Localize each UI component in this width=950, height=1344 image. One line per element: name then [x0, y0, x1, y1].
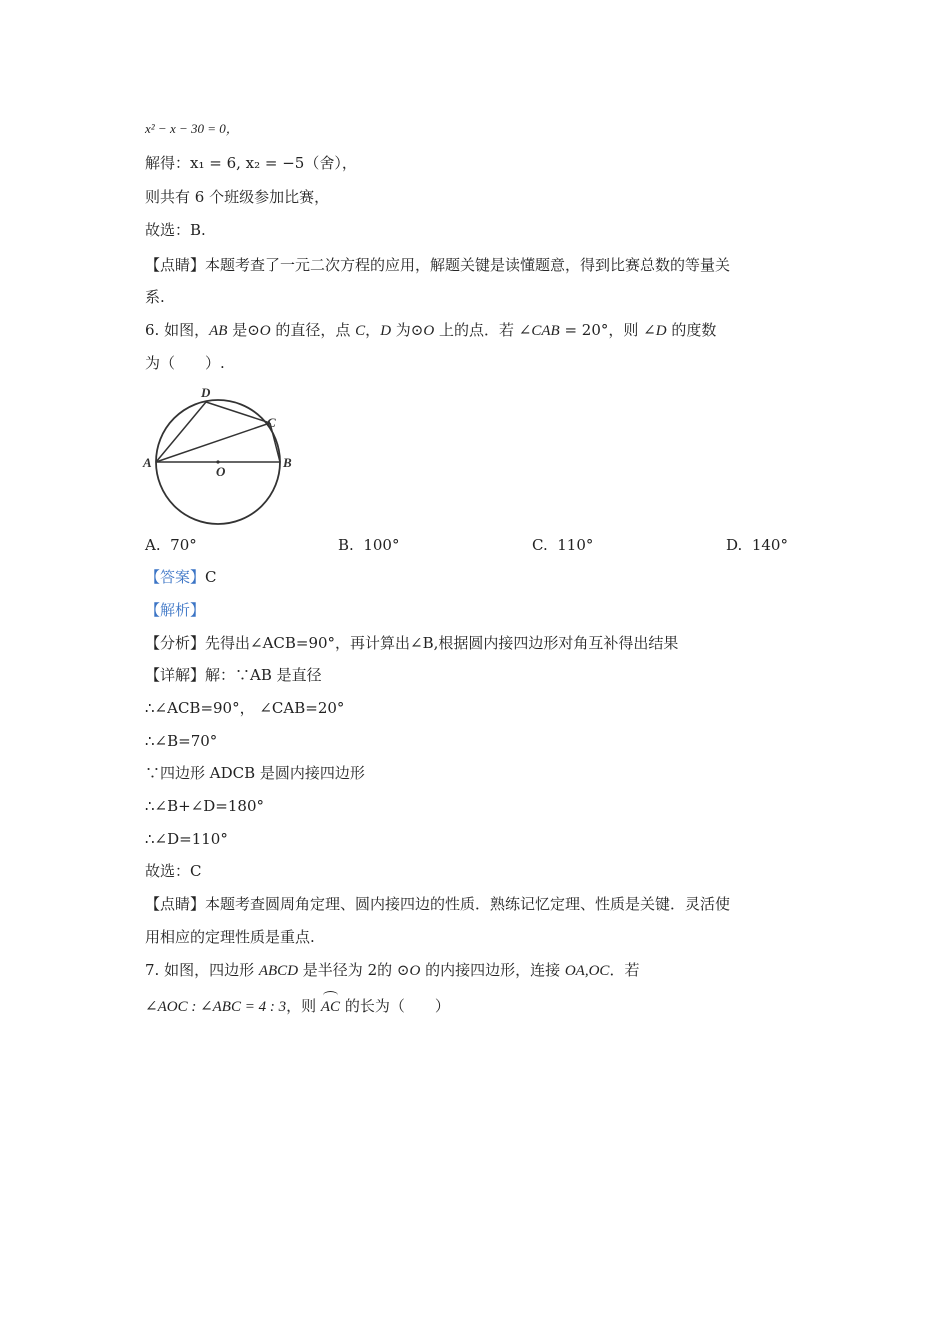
arc-ac: AC	[321, 996, 340, 1018]
chord-dc	[206, 402, 270, 423]
step-2: ∴∠B=70°	[145, 732, 218, 750]
question-7-line-2: ∠AOC : ∠ABC = 4 : 3，则 AC 的长为（ ）	[145, 995, 450, 1018]
comment-2-line-1: 【点睛】本题考查圆周角定理、圆内接四边的性质．熟练记忆定理、性质是关键．灵活使	[145, 895, 731, 913]
equation-line: x² − x − 30 = 0，	[145, 121, 239, 136]
analysis-label: 【解析】	[145, 601, 206, 619]
label-b: B	[283, 455, 292, 470]
answer-value: C	[205, 568, 217, 586]
label-c: C	[267, 415, 276, 430]
step-3: ∵四边形 ADCB 是圆内接四边形	[145, 764, 365, 782]
label-a: A	[143, 455, 152, 470]
analysis-summary: 【分析】先得出∠ACB=90°，再计算出∠B,根据圆内接四边形对角互补得出结果	[145, 634, 679, 652]
choice-line: 故选：B.	[145, 221, 206, 239]
circle-diagram	[138, 380, 298, 530]
step-6: 故选：C	[145, 862, 202, 880]
question-6-line-1: 6. 如图，AB 是⊙O 的直径，点 C，D 为⊙O 上的点．若 ∠CAB = 20°，则 ∠D 的度数	[145, 321, 717, 339]
conclusion-line: 则共有 6 个班级参加比赛，	[145, 188, 330, 206]
comment-2-line-2: 用相应的定理性质是重点.	[145, 928, 315, 946]
option-d: D. 140°	[726, 536, 788, 554]
detail-intro: 【详解】解：∵AB 是直径	[145, 666, 322, 684]
label-o: O	[216, 464, 226, 479]
step-4: ∴∠B+∠D=180°	[145, 797, 264, 815]
question-6-line-2: 为（ ）.	[145, 354, 225, 372]
solution-line: 解得：x₁ = 6, x₂ = −5（舍），	[145, 154, 357, 172]
answer-label: 【答案】	[145, 568, 206, 586]
comment-line-2: 系.	[145, 288, 165, 306]
answer-line	[145, 566, 217, 588]
comment-line-1: 【点睛】本题考查了一元二次方程的应用，解题关键是读懂题意，得到比赛总数的等量关	[145, 256, 731, 274]
option-a: A. 70°	[145, 536, 197, 554]
step-1: ∴∠ACB=90°， ∠CAB=20°	[145, 699, 345, 717]
question-7-line-1: 7. 如图，四边形 ABCD 是半径为 2的 ⊙O 的内接四边形，连接 OA,OC．若	[145, 961, 640, 979]
step-5: ∴∠D=110°	[145, 830, 228, 848]
option-b: B. 100°	[338, 536, 400, 554]
option-c: C. 110°	[532, 536, 594, 554]
label-d: D	[201, 385, 211, 400]
